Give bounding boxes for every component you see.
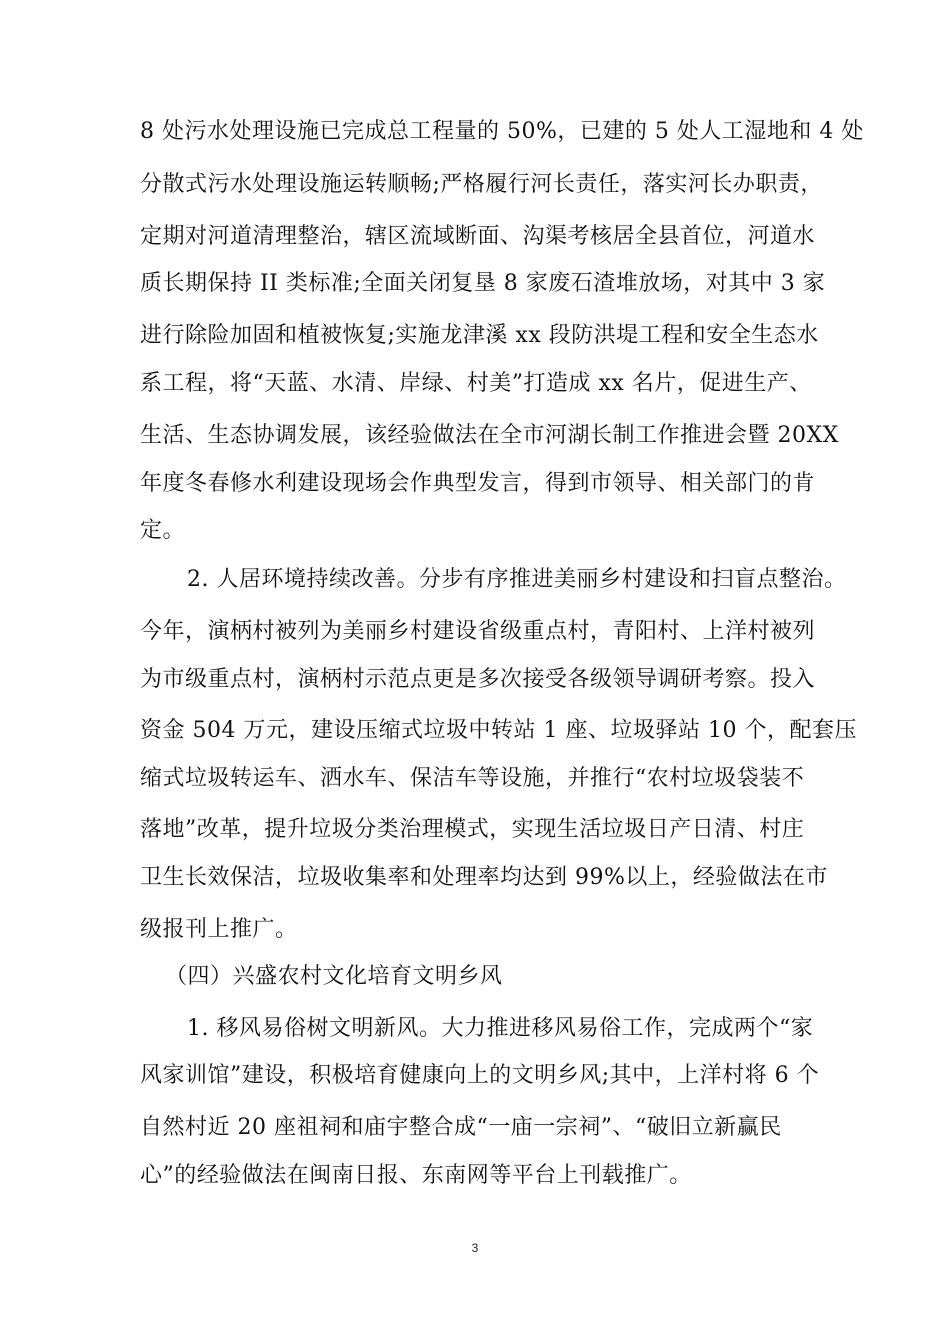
section-item-heading: 2. 人居环境持续改善。分步有序推进美丽乡村建设和扫盲点整治。	[187, 567, 847, 592]
paragraph-line: 分散式污水处理设施运转顺畅;严格履行河长责任，落实河长办职责，	[140, 172, 823, 197]
paragraph-line: 风家训馆”建设，积极培育健康向上的文明乡风;其中，上洋村将 6 个	[140, 1063, 820, 1088]
paragraph-line: 今年，演柄村被列为美丽乡村建设省级重点村，青阳村、上洋村被列	[140, 619, 816, 644]
paragraph-line: 年度冬春修水利建设现场会作典型发言，得到市领导、相关部门的肯	[140, 471, 816, 496]
paragraph-line: 进行除险加固和植被恢复;实施龙津溪 xx 段防洪堤工程和安全生态水	[140, 323, 819, 348]
paragraph-line: 资金 504 万元，建设压缩式垃圾中转站 1 座、垃圾驿站 10 个，配套压	[140, 718, 857, 743]
paragraph-line: 落地”改革，提升垃圾分类治理模式，实现生活垃圾日产日清、村庄	[140, 817, 805, 842]
paragraph-line: 定。	[140, 518, 186, 543]
paragraph-line: 缩式垃圾转运车、洒水车、保洁车等设施，并推行“农村垃圾袋装不	[140, 766, 805, 791]
paragraph-line: 系工程，将“天蓝、水清、岸绿、村美”打造成 xx 名片，促进生产、	[140, 371, 812, 396]
section-item-heading: 1. 移风易俗树文明新风。大力推进移风易俗工作，完成两个“家	[187, 1016, 814, 1041]
section-heading: （四）兴盛农村文化培育文明乡风	[165, 964, 503, 989]
paragraph-line: 卫生长效保洁，垃圾收集率和处理率均达到 99%以上，经验做法在市	[140, 865, 828, 890]
paragraph-line: 自然村近 20 座祖祠和庙宇整合成“一庙一宗祠”、“破旧立新赢民	[140, 1115, 782, 1140]
paragraph-line: 质长期保持 II 类标准;全面关闭复垦 8 家废石渣堆放场，对其中 3 家	[140, 271, 826, 296]
paragraph-line: 为市级重点村，演柄村示范点更是多次接受各级领导调研考察。投入	[140, 667, 816, 692]
page-number: 3	[471, 1241, 479, 1255]
paragraph-line: 定期对河道清理整治，辖区流域断面、沟渠考核居全县首位，河道水	[140, 224, 816, 249]
paragraph-line: 心”的经验做法在闽南日报、东南网等平台上刊载推广。	[140, 1163, 692, 1188]
paragraph-line: 生活、生态协调发展，该经验做法在全市河湖长制工作推进会暨 20XX	[140, 423, 839, 448]
paragraph-line: 8 处污水处理设施已完成总工程量的 50%，已建的 5 处人工湿地和 4 处	[140, 119, 864, 144]
paragraph-line: 级报刊上推广。	[140, 917, 298, 942]
